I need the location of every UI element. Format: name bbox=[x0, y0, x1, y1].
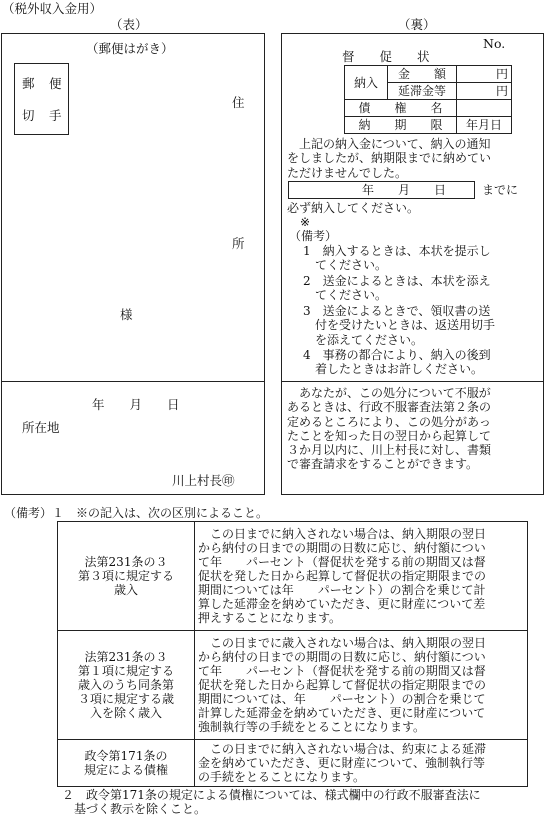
note-mark: ※ bbox=[300, 215, 311, 229]
due-date-value: 年月日 bbox=[457, 117, 512, 134]
stamp-char: 切 bbox=[22, 108, 35, 123]
address-char-ju: 住 bbox=[232, 95, 245, 110]
claim-name-label: 債 権 名 bbox=[345, 100, 457, 117]
address-char-sho: 所 bbox=[232, 236, 245, 251]
back-note-3: 3 送金によるときで、領収書の送 付を受けたいときは、返送用切手 を添えてください。 bbox=[303, 304, 496, 347]
due-date-label: 納 期 限 bbox=[345, 117, 457, 134]
description-cell: この日までに歳入されない場合は、納入期限の翌日 から納付の日までの期間の日数に応じ、納付額につい て年 パーセント（督促状を発する前の期間又は督 促状を発した日から起算して督促状の指定期限までの 期間については、年 パーセント）の割合を乗じて 計算した延滞金を納めていただき、更に財産について 強制執行等の手続をとることになります。 bbox=[195, 631, 528, 740]
table-row bbox=[58, 740, 528, 787]
tax-label: （税外収入金用） bbox=[2, 1, 103, 16]
stamp-char: 郵 bbox=[22, 76, 35, 91]
amount-label: 金 額 bbox=[388, 66, 457, 83]
back-label: （裏） bbox=[398, 17, 436, 32]
deadline-suffix: までに bbox=[482, 183, 519, 197]
category-cell: 法第231条の３ 第１項に規定する 歳入のうち同条第 ３項に規定する歳 入を除く歳入 bbox=[58, 631, 195, 740]
number-label: No. bbox=[483, 36, 506, 51]
back-remarks-label: （備考） bbox=[289, 229, 338, 243]
stamp-char: 手 bbox=[49, 108, 62, 123]
front-label: （表） bbox=[110, 17, 148, 32]
remarks-line-1: （備考）１ ※の記入は、次の区別によること。 bbox=[4, 506, 269, 520]
late-fee-yen: 円 bbox=[457, 83, 512, 100]
sama-label: 様 bbox=[120, 307, 133, 322]
remarks-line-2: ２ 政令第171条の規定による債権については、様式欄中の行政不服審査法に 基づく教示を除くこと。 bbox=[62, 788, 481, 817]
back-note-1: 1 納入するときは、本状を提示し てください。 bbox=[303, 244, 491, 273]
stamp-char: 便 bbox=[49, 76, 62, 91]
description-cell: この日までに納入されない場合は、約束による延滞 金を納めていただき、更に財産について、強制執行等 の手続をとることになります。 bbox=[195, 740, 528, 787]
table-row bbox=[58, 631, 528, 740]
stamp-box bbox=[14, 63, 69, 135]
back-note-2: 2 送金によるときは、本状を添え てください。 bbox=[303, 274, 491, 303]
payment-header: 納入 bbox=[345, 66, 388, 100]
back-note-4: 4 事務の都合により、納入の後到 着したときはお許しください。 bbox=[303, 348, 491, 377]
reminder-title: 督 促 状 bbox=[342, 49, 430, 64]
payment-table bbox=[344, 65, 512, 134]
amount-yen: 円 bbox=[457, 66, 512, 83]
mayor-signature: 川上村長㊞ bbox=[172, 473, 235, 488]
category-cell: 法第231条の３ 第３項に規定する 歳入 bbox=[58, 522, 195, 631]
appeal-text: あなたが、この処分について不服が あるときは、行政不服審査法第２条の 定めるところにより、この処分があっ たことを知った日の翌日から起算して ３か月以内に、川上村長に対し、書類 で審査請求をすることができます。 bbox=[287, 386, 492, 472]
category-cell: 政令第171条の 規定による債権 bbox=[58, 740, 195, 787]
postcard-label: （郵便はがき） bbox=[86, 41, 174, 56]
front-date: 年 月 日 bbox=[92, 397, 180, 412]
late-fee-label: 延滞金等 bbox=[388, 83, 457, 100]
location-label: 所在地 bbox=[22, 420, 60, 435]
remarks-table bbox=[57, 521, 528, 787]
claim-name-value bbox=[457, 100, 512, 117]
table-row bbox=[58, 522, 528, 631]
description-cell: この日までに納入されない場合は、納入期限の翌日 から納付の日までの期間の日数に応じ、納付額につい て年 パーセント（督促状を発する前の期間又は督 促状を発した日から起算して督促状の指定期限までの 期間については年 パーセント）の割合を乗じて計 算した延滞金を納めていただき、更に財産について差 押えすることになります。 bbox=[195, 522, 528, 631]
must-pay-text: 必ず納入してください。 bbox=[287, 201, 420, 215]
notice-text: 上記の納入金について、納入の通知 をしましたが、納期限までに納めてい ただけませんでした。 bbox=[287, 137, 492, 180]
deadline-date: 年 月 日 bbox=[362, 183, 447, 197]
